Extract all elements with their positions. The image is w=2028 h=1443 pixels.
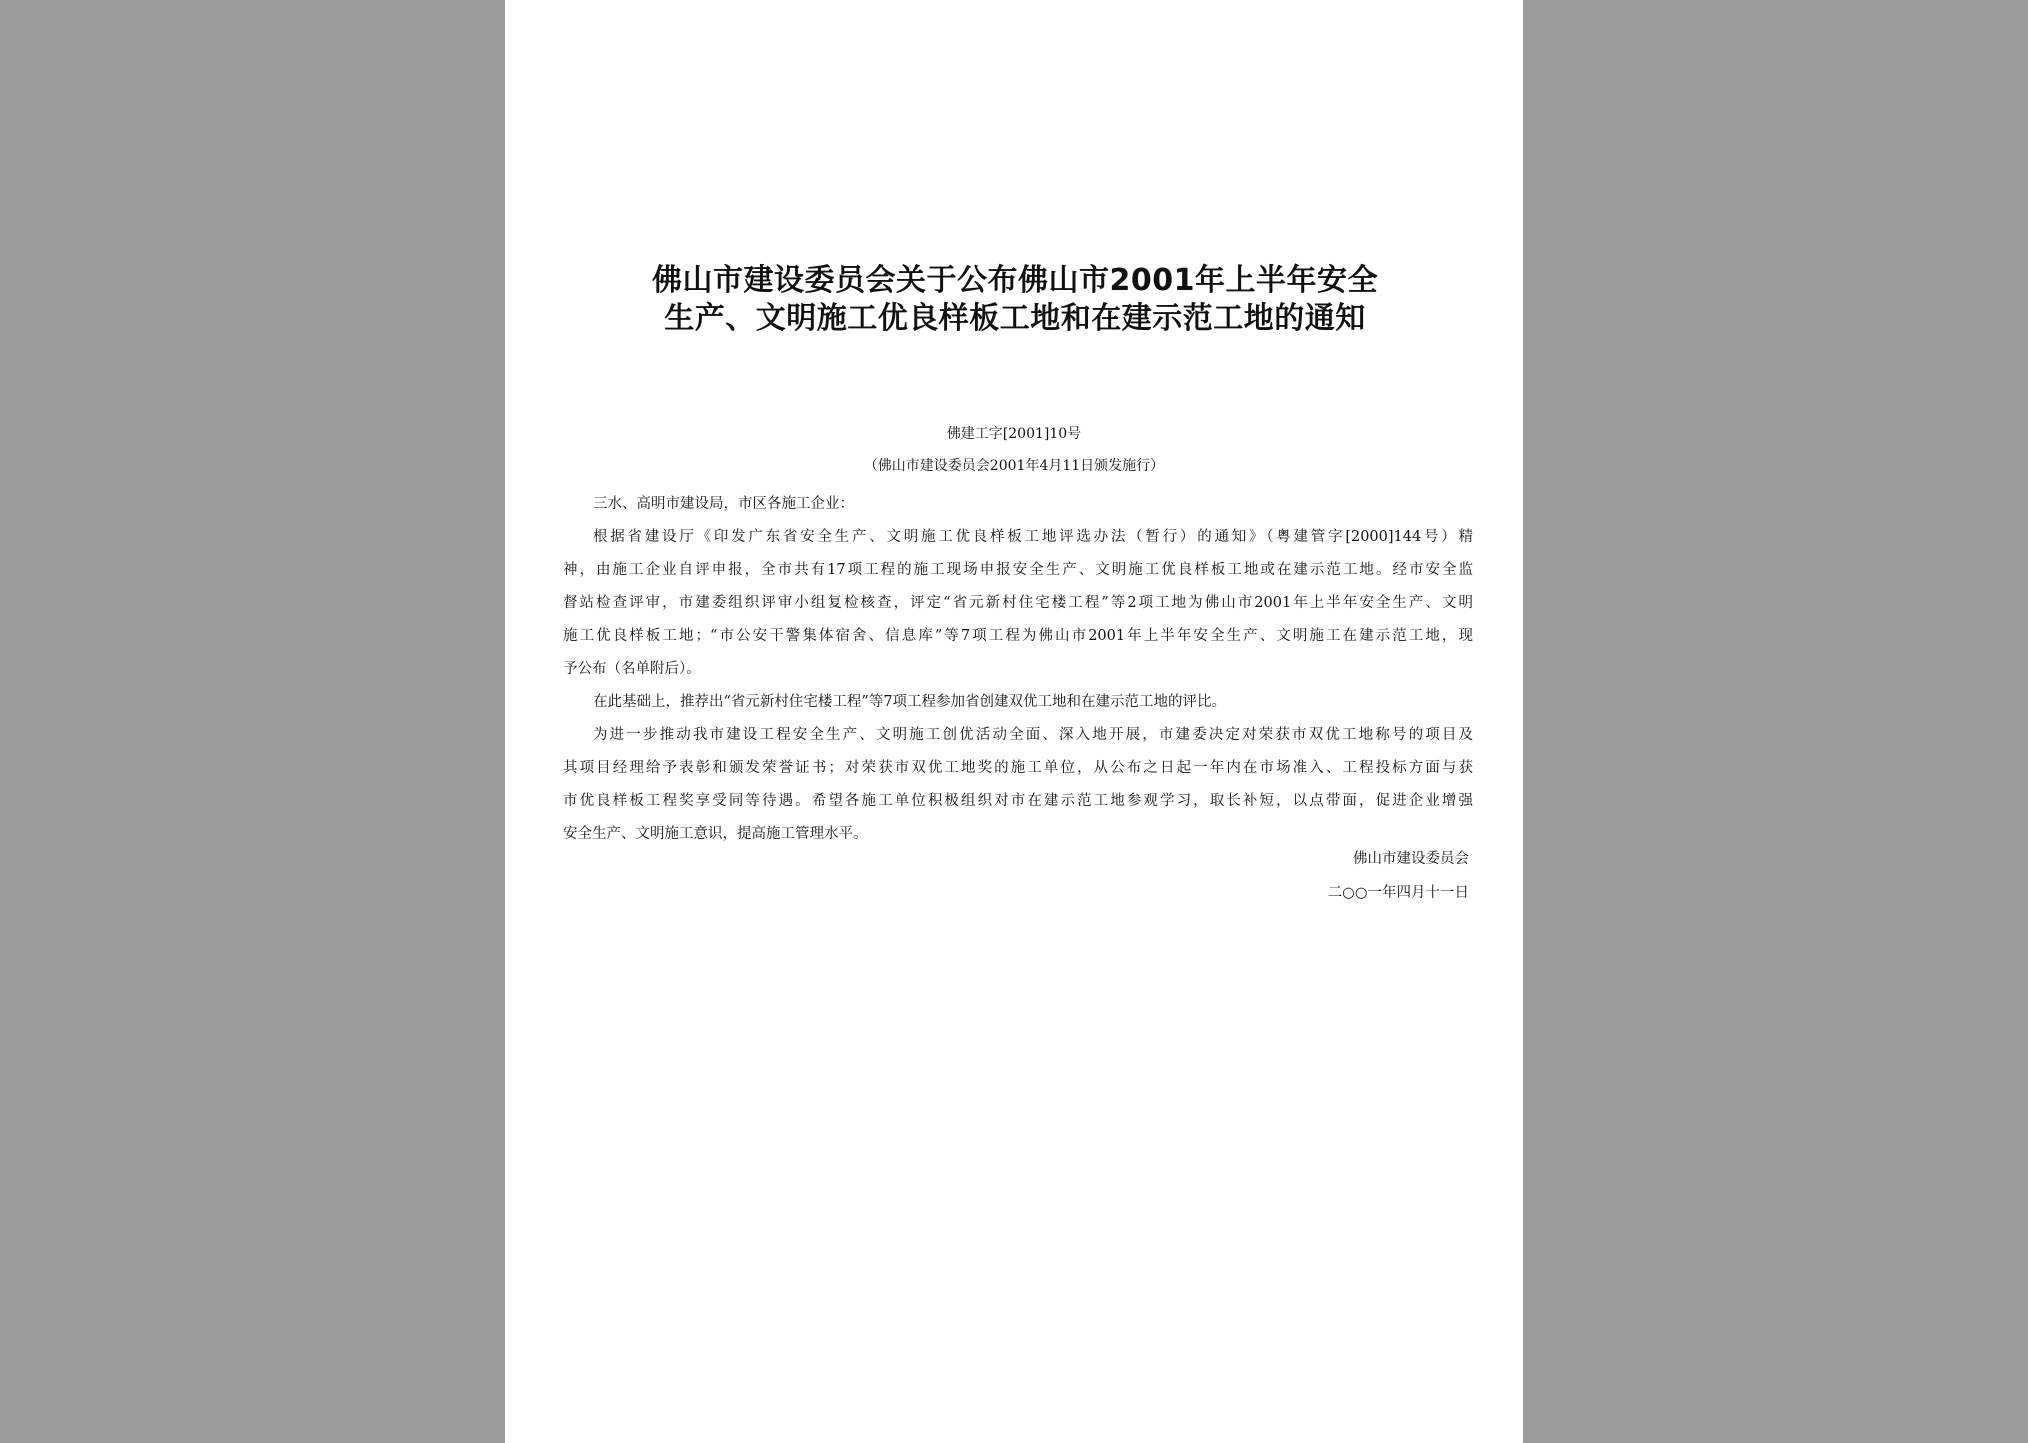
paragraph-line: 根据省建设厅《印发广东省安全生产、文明施工优良样板工地评选办法（暂行）的通知》（粤建管字[2000]144号）精	[593, 529, 1473, 545]
document-page	[505, 0, 1523, 1443]
paragraph-line: 予公布（名单附后）。	[563, 661, 701, 677]
title-line: 生产、文明施工优良样板工地和在建示范工地的通知	[664, 301, 1366, 336]
salutation: 三水、高明市建设局，市区各施工企业：	[593, 496, 854, 512]
signature-date: 二○○一年四月十一日	[1327, 885, 1469, 901]
paragraph-line: 市优良样板工程奖享受同等待遇。希望各施工单位积极组织对市在建示范工地参观学习，取长补短，以点带面，促进企业增强	[563, 793, 1473, 809]
title-line: 佛山市建设委员会关于公布佛山市2001年上半年安全	[652, 263, 1378, 298]
paragraph: 在此基础上，推荐出“省元新村住宅楼工程”等7项工程参加省创建双优工地和在建示范工地的评比。	[593, 694, 1227, 710]
signature-organization: 佛山市建设委员会	[1353, 851, 1469, 867]
document-body	[563, 488, 1473, 851]
paragraph-line: 督站检查评审，市建委组织评审小组复检核查，评定“省元新村住宅楼工程”等2项工地为佛山市2001年上半年安全生产、文明	[563, 595, 1473, 611]
paragraph-line: 为进一步推动我市建设工程安全生产、文明施工创优活动全面、深入地开展，市建委决定对荣获市双优工地称号的项目及	[593, 727, 1473, 743]
paragraph-line: 施工优良样板工地；“市公安干警集体宿舍、信息库”等7项工程为佛山市2001年上半年安全生产、文明施工在建示范工地，现	[563, 628, 1473, 644]
paragraph-line: 安全生产、文明施工意识，提高施工管理水平。	[563, 826, 868, 842]
paragraph-line: 神，由施工企业自评申报，全市共有17项工程的施工现场申报安全生产、文明施工优良样板工地或在建示范工地。经市安全监	[563, 562, 1473, 578]
paragraph	[563, 521, 1473, 686]
paragraph	[563, 719, 1473, 851]
document-number: 佛建工字[2001]10号	[946, 426, 1082, 442]
paragraph-line: 其项目经理给予表彰和颁发荣誉证书；对荣获市双优工地奖的施工单位，从公布之日起一年内在市场准入、工程投标方面与获	[563, 760, 1473, 776]
document-title	[585, 262, 1445, 338]
issued-note: （佛山市建设委员会2001年4月11日颁发施行）	[863, 458, 1165, 474]
